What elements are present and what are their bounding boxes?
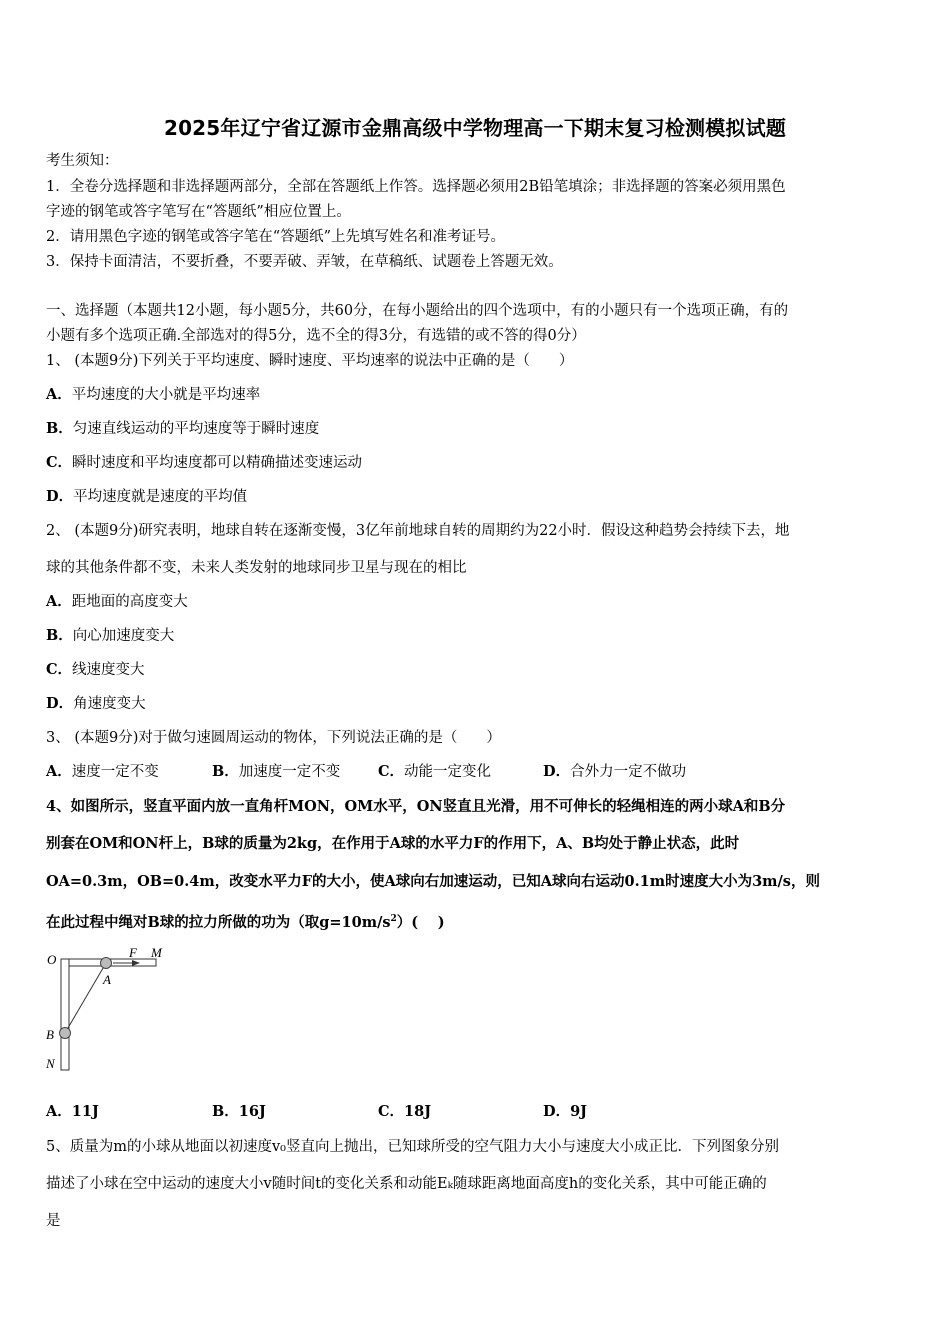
q1-option-c [46, 453, 362, 473]
option-key: B． [46, 627, 73, 644]
question-4-stem: 别套在OM和ON杆上，B球的质量为2kg，在作用于A球的水平力F的作用下，A、B均处于静止状态，此时 [46, 835, 740, 852]
option-text: 速度一定不变 [71, 764, 159, 780]
notice-item: 3．保持卡面清洁，不要折叠，不要弄破、弄皱，在草稿纸、试题卷上答题无效。 [46, 254, 563, 270]
label-m: M [151, 945, 162, 960]
q3-option-d [543, 762, 686, 782]
stem-text: 在此过程中绳对B球的拉力所做的功为（取g=10m/s [46, 913, 391, 931]
question-5-stem: 5、质量为m的小球从地面以初速度v₀竖直向上抛出，已知球所受的空气阻力大小与速度大小成正比．下列图象分别 [46, 1139, 779, 1155]
option-key: C． [378, 1103, 405, 1120]
option-text: 11J [71, 1103, 99, 1120]
option-text: 匀速直线运动的平均速度等于瞬时速度 [72, 421, 320, 437]
q3-option-b [212, 762, 340, 782]
option-text: 角速度变大 [73, 696, 146, 712]
question-3-stem: 3、 (本题9分)对于做匀速圆周运动的物体，下列说法正确的是（ ） [46, 730, 501, 746]
option-text: 动能一定变化 [404, 764, 492, 780]
q2-option-b [46, 626, 174, 646]
option-text: 平均速度就是速度的平均值 [73, 489, 248, 505]
q1-option-b [46, 419, 319, 439]
option-text: 距地面的高度变大 [71, 594, 188, 610]
option-key: D． [46, 695, 74, 712]
option-key: D． [543, 1103, 571, 1120]
option-text: 线速度变大 [72, 662, 145, 678]
question-4-stem [46, 909, 445, 933]
option-key: B． [212, 763, 239, 780]
option-key: C． [46, 661, 73, 678]
question-4-stem: OA=0.3m，OB=0.4m，改变水平力F的大小，使A球向右加速运动，已知A球向右运动0.1m时速度大小为3m/s，则 [46, 873, 820, 890]
option-text: 9J [570, 1103, 588, 1120]
q4-option-a [46, 1102, 99, 1122]
question-5-stem: 是 [46, 1213, 61, 1229]
q3-option-a [46, 762, 159, 782]
q2-option-d [46, 694, 146, 714]
notice-item: 字迹的钢笔或答字笔写在“答题纸”相应位置上。 [46, 204, 351, 220]
option-text: 加速度一定不变 [238, 764, 341, 780]
option-key: D． [543, 763, 571, 780]
option-key: A． [46, 1103, 72, 1120]
option-text: 16J [238, 1103, 266, 1120]
ball-a [101, 958, 112, 969]
label-a: A [103, 972, 111, 987]
notice-item: 2．请用黑色字迹的钢笔或答字笔在“答题纸”上先填写姓名和准考证号。 [46, 229, 506, 245]
option-key: C． [378, 763, 405, 780]
option-key: A． [46, 593, 72, 610]
string [65, 963, 106, 1033]
option-text: 瞬时速度和平均速度都可以精确描述变速运动 [72, 455, 363, 471]
option-key: A． [46, 763, 72, 780]
option-text: 向心加速度变大 [72, 628, 175, 644]
vertical-rod [61, 959, 69, 1070]
q4-option-c [378, 1102, 431, 1122]
notice-heading: 考生须知： [46, 153, 119, 169]
option-key: C． [46, 454, 73, 471]
page-title: 2025年辽宁省辽源市金鼎高级中学物理高一下期末复习检测模拟试题 [163, 116, 787, 140]
option-key: A． [46, 386, 72, 403]
q2-option-a [46, 592, 188, 612]
label-n: N [46, 1056, 55, 1071]
stem-text: ）( ) [396, 913, 445, 931]
q3-option-c [378, 762, 491, 782]
label-f: F [129, 945, 137, 960]
notice-item: 1．全卷分选择题和非选择题两部分，全部在答题纸上作答。选择题必须用2B铅笔填涂；非选择题的答案必须用黑色 [46, 179, 786, 195]
q4-option-d [543, 1102, 587, 1122]
superscript: 2 [390, 914, 397, 924]
question-1-stem: 1、 (本题9分)下列关于平均速度、瞬时速度、平均速率的说法中正确的是（ ） [46, 353, 574, 369]
question-2-stem: 2、 (本题9分)研究表明，地球自转在逐渐变慢，3亿年前地球自转的周期约为22小时．假设这种趋势会持续下去，地 [46, 523, 790, 539]
label-o: O [47, 952, 57, 967]
option-key: B． [212, 1103, 239, 1120]
option-text: 合外力一定不做功 [570, 764, 687, 780]
option-text: 平均速度的大小就是平均速率 [71, 387, 261, 403]
label-b: B [46, 1027, 54, 1042]
option-key: B． [46, 420, 73, 437]
question-5-stem: 描述了小球在空中运动的速度大小v随时间t的变化关系和动能Eₖ随球距离地面高度h的变化关系，其中可能正确的 [46, 1176, 767, 1192]
section-instructions: 一、选择题（本题共12小题，每小题5分，共60分，在每小题给出的四个选项中，有的小题只有一个选项正确，有的 [46, 303, 789, 319]
q1-option-a [46, 385, 260, 405]
question-2-stem: 球的其他条件都不变，未来人类发射的地球同步卫星与现在的相比 [46, 560, 467, 576]
q4-option-b [212, 1102, 266, 1122]
ball-b [60, 1028, 71, 1039]
option-text: 18J [404, 1103, 432, 1120]
question-4-stem: 4、如图所示，竖直平面内放一直角杆MON，OM水平，ON竖直且光滑，用不可伸长的轻绳相连的两小球A和B分 [46, 798, 786, 815]
section-instructions: 小题有多个选项正确.全部选对的得5分，选不全的得3分，有选错的或不答的得0分） [46, 328, 586, 344]
q2-option-c [46, 660, 145, 680]
option-key: D． [46, 488, 74, 505]
rod-figure [40, 942, 180, 1082]
q1-option-d [46, 487, 247, 507]
